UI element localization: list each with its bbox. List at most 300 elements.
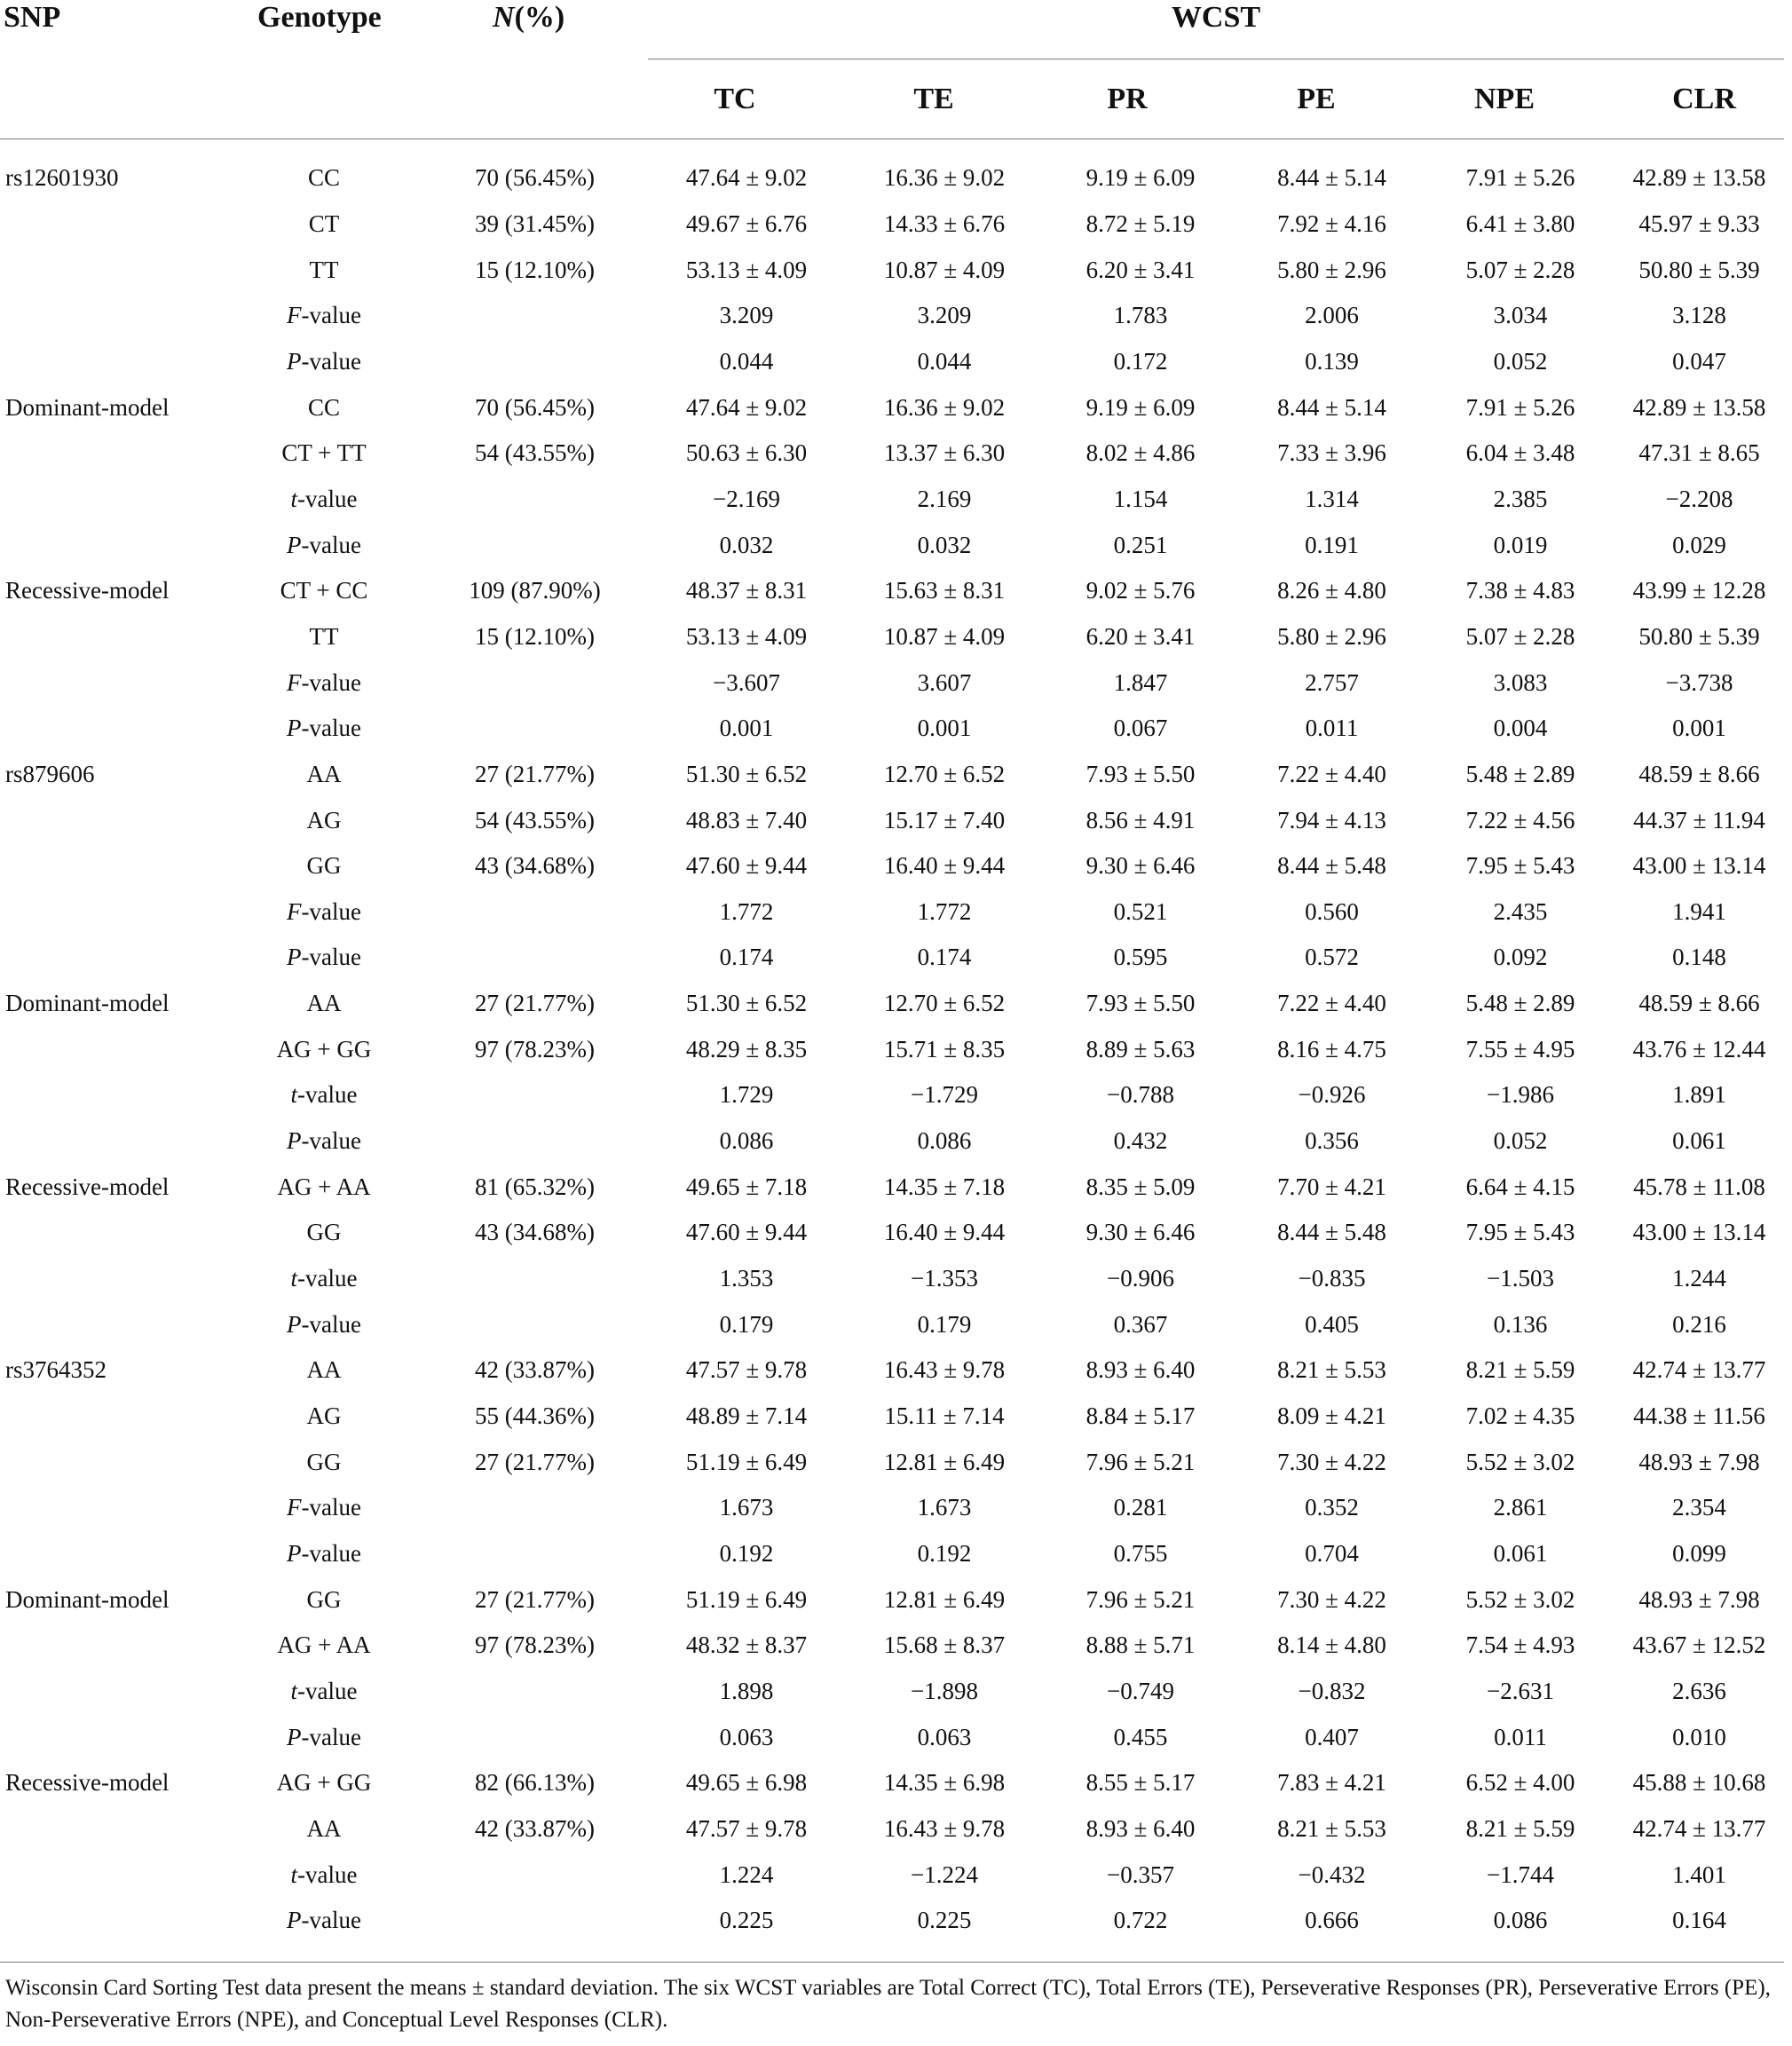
genotype-cell: CT + CC	[280, 577, 368, 604]
value-cell-pr: 0.367	[1113, 1310, 1168, 1338]
value-cell-pr: −0.749	[1107, 1677, 1174, 1704]
value-cell-tc: 47.60 ± 9.44	[685, 1219, 808, 1246]
table-row	[0, 706, 1784, 752]
value-cell-clr: 3.128	[1672, 302, 1726, 329]
header-genotype: Genotype	[257, 1, 382, 34]
value-cell-tc: 47.57 ± 9.78	[685, 1356, 808, 1384]
value-cell-clr: 48.93 ± 7.98	[1638, 1585, 1760, 1613]
table-row	[0, 1852, 1784, 1898]
table-row	[0, 384, 1784, 431]
snp-cell: rs12601930	[5, 164, 119, 192]
value-cell-pe: 5.80 ± 2.96	[1277, 622, 1386, 650]
genotype-cell: GG	[306, 1448, 342, 1475]
statistic-suffix: -value	[301, 1127, 361, 1155]
n-cell: 27 (21.77%)	[475, 760, 595, 787]
snp-cell	[0, 293, 226, 339]
snp-cell	[0, 843, 226, 889]
genotype-cell: AG	[306, 806, 342, 833]
value-cell-tc: 0.086	[719, 1127, 774, 1155]
table-row	[0, 843, 1784, 889]
value-cell-pe: 8.21 ± 5.53	[1277, 1356, 1386, 1384]
value-cell-pe: 7.94 ± 4.13	[1277, 806, 1386, 833]
snp-cell	[0, 1210, 226, 1256]
snp-cell	[0, 339, 226, 385]
snp-cell: rs3764352	[5, 1356, 107, 1384]
value-cell-npe: −1.503	[1487, 1265, 1554, 1292]
n-cell	[422, 522, 648, 568]
value-cell-pe: 7.30 ± 4.22	[1277, 1448, 1386, 1475]
value-cell-tc: 1.772	[719, 897, 774, 925]
snp-cell	[0, 1531, 226, 1577]
value-cell-pr: 0.067	[1113, 715, 1168, 742]
value-cell-clr: 0.001	[1672, 715, 1726, 742]
value-cell-clr: 43.00 ± 13.14	[1632, 1219, 1766, 1246]
statistic-suffix: -value	[301, 715, 361, 742]
statistic-suffix: -value	[301, 1723, 361, 1750]
value-cell-npe: 7.54 ± 4.93	[1465, 1631, 1575, 1659]
value-cell-te: 12.81 ± 6.49	[883, 1448, 1006, 1475]
value-cell-pr: 1.783	[1113, 302, 1168, 329]
col-header-npe: NPE	[1474, 83, 1535, 115]
genotype-cell: AA	[306, 760, 342, 787]
value-cell-pr: 8.56 ± 4.91	[1085, 806, 1196, 833]
value-cell-pe: 7.22 ± 4.40	[1277, 990, 1386, 1017]
snp-cell	[0, 706, 226, 752]
value-cell-tc: 47.57 ± 9.78	[685, 1814, 808, 1842]
value-cell-clr: 44.38 ± 11.56	[1633, 1402, 1765, 1430]
statistic-suffix: -value	[301, 1540, 361, 1568]
value-cell-te: 0.044	[917, 347, 972, 375]
n-cell	[422, 1714, 648, 1760]
value-cell-pe: 0.191	[1305, 531, 1359, 558]
value-cell-npe: 6.52 ± 4.00	[1465, 1769, 1575, 1797]
header-rule	[0, 138, 1784, 139]
value-cell-pr: 8.72 ± 5.19	[1085, 209, 1196, 237]
value-cell-pe: 7.22 ± 4.40	[1277, 760, 1386, 787]
value-cell-npe: 8.21 ± 5.59	[1465, 1356, 1575, 1384]
statistic-suffix: -value	[301, 531, 361, 558]
col-header-tc: TC	[714, 83, 756, 115]
n-cell: 54 (43.55%)	[475, 439, 595, 467]
statistic-label	[226, 1301, 422, 1347]
value-cell-te: 0.063	[917, 1723, 972, 1750]
value-cell-npe: 0.052	[1493, 347, 1548, 375]
snp-cell	[0, 1439, 226, 1485]
statistic-symbol: P	[287, 715, 302, 742]
value-cell-clr: 44.37 ± 11.94	[1633, 806, 1765, 833]
statistic-label	[226, 1669, 422, 1715]
value-cell-pr: 8.89 ± 5.63	[1085, 1035, 1196, 1062]
value-cell-pr: 9.30 ± 6.46	[1085, 852, 1196, 880]
value-cell-pe: −0.926	[1298, 1081, 1366, 1109]
value-cell-clr: 48.93 ± 7.98	[1638, 1448, 1760, 1475]
snp-cell	[0, 431, 226, 477]
snp-cell	[0, 477, 226, 523]
n-cell	[422, 889, 648, 936]
value-cell-pr: 9.02 ± 5.76	[1085, 577, 1196, 604]
statistic-label	[226, 1072, 422, 1118]
value-cell-te: −1.729	[911, 1081, 978, 1109]
value-cell-pe: 8.44 ± 5.14	[1277, 164, 1386, 192]
snp-cell	[0, 1669, 226, 1715]
value-cell-pr: 0.595	[1113, 944, 1168, 971]
value-cell-tc: 1.729	[719, 1081, 774, 1109]
statistic-suffix: -value	[301, 1494, 361, 1521]
value-cell-pr: −0.906	[1107, 1265, 1174, 1292]
value-cell-tc: −3.607	[713, 668, 780, 696]
table-row	[0, 889, 1784, 936]
value-cell-npe: 7.55 ± 4.95	[1465, 1035, 1575, 1062]
statistic-suffix: -value	[301, 302, 361, 329]
value-cell-pr: 0.281	[1113, 1494, 1168, 1521]
table-row	[0, 431, 1784, 477]
table-row	[0, 568, 1784, 614]
statistic-symbol: P	[287, 1540, 302, 1568]
statistic-suffix: -value	[297, 1265, 358, 1292]
value-cell-pe: 0.572	[1305, 944, 1359, 971]
snp-cell: Dominant-model	[5, 990, 170, 1017]
genotype-cell: AG	[306, 1402, 342, 1430]
n-cell: 27 (21.77%)	[475, 1448, 595, 1475]
table-row	[0, 1531, 1784, 1577]
value-cell-te: 0.225	[917, 1907, 972, 1934]
genotype-cell: GG	[306, 1585, 342, 1613]
value-cell-npe: 5.07 ± 2.28	[1465, 622, 1575, 650]
value-cell-tc: 47.60 ± 9.44	[685, 852, 808, 880]
value-cell-tc: 0.032	[719, 531, 774, 558]
value-cell-pr: 0.172	[1113, 347, 1168, 375]
n-cell	[422, 660, 648, 706]
value-cell-pe: 8.26 ± 4.80	[1277, 577, 1386, 604]
n-cell	[422, 1118, 648, 1165]
statistic-symbol: t	[290, 1677, 298, 1704]
snp-cell	[0, 797, 226, 843]
col-header-clr: CLR	[1672, 83, 1736, 115]
statistic-label	[226, 477, 422, 523]
value-cell-pe: 2.006	[1305, 302, 1359, 329]
table-row	[0, 293, 1784, 339]
statistic-symbol: P	[287, 1723, 302, 1750]
value-cell-clr: 42.74 ± 13.77	[1632, 1356, 1766, 1384]
value-cell-clr: 42.89 ± 13.58	[1632, 393, 1766, 421]
statistic-suffix: -value	[301, 1907, 361, 1934]
statistic-label	[226, 935, 422, 981]
value-cell-npe: 3.034	[1493, 302, 1548, 329]
n-cell: 55 (44.36%)	[475, 1402, 595, 1430]
value-cell-clr: 43.67 ± 12.52	[1632, 1631, 1766, 1659]
value-cell-te: 12.70 ± 6.52	[883, 760, 1006, 787]
value-cell-te: 16.36 ± 9.02	[883, 164, 1006, 192]
table-row	[0, 201, 1784, 248]
genotype-cell: TT	[309, 622, 339, 650]
value-cell-te: 16.36 ± 9.02	[883, 393, 1006, 421]
value-cell-pr: −0.788	[1107, 1081, 1174, 1109]
header-n	[493, 0, 564, 36]
value-cell-npe: 0.004	[1493, 715, 1548, 742]
value-cell-pr: 7.96 ± 5.21	[1085, 1585, 1196, 1613]
statistic-label	[226, 1485, 422, 1531]
table-row	[0, 1301, 1784, 1347]
value-cell-te: 15.71 ± 8.35	[883, 1035, 1006, 1062]
table-row	[0, 1669, 1784, 1715]
statistic-suffix: -value	[297, 485, 358, 512]
statistic-label	[226, 1898, 422, 1944]
value-cell-tc: 48.32 ± 8.37	[685, 1631, 808, 1659]
snp-cell	[0, 1256, 226, 1302]
value-cell-pr: 7.93 ± 5.50	[1085, 990, 1196, 1017]
value-cell-te: 16.43 ± 9.78	[883, 1814, 1006, 1842]
value-cell-pr: 8.93 ± 6.40	[1085, 1814, 1196, 1842]
snp-cell	[0, 614, 226, 660]
header-n-suffix: (%)	[514, 1, 565, 34]
statistic-symbol: P	[287, 1310, 302, 1338]
value-cell-clr: 0.010	[1672, 1723, 1726, 1750]
value-cell-npe: 6.41 ± 3.80	[1465, 209, 1575, 237]
statistic-symbol: P	[287, 1907, 302, 1934]
value-cell-tc: 49.67 ± 6.76	[685, 209, 808, 237]
value-cell-clr: 43.99 ± 12.28	[1632, 577, 1766, 604]
value-cell-npe: 7.91 ± 5.26	[1465, 393, 1575, 421]
n-cell	[422, 1852, 648, 1898]
value-cell-npe: 2.435	[1493, 897, 1548, 925]
value-cell-pr: 9.19 ± 6.09	[1085, 393, 1196, 421]
statistic-label	[226, 293, 422, 339]
value-cell-npe: −1.986	[1487, 1081, 1554, 1109]
statistic-suffix: -value	[301, 944, 361, 971]
n-cell	[422, 477, 648, 523]
table-row	[0, 660, 1784, 706]
snp-cell	[0, 1898, 226, 1944]
table-row	[0, 935, 1784, 981]
value-cell-pr: 8.84 ± 5.17	[1085, 1402, 1196, 1430]
statistic-symbol: F	[287, 668, 302, 696]
value-cell-te: 3.209	[917, 302, 972, 329]
table-row	[0, 1394, 1784, 1440]
header-snp: SNP	[4, 1, 61, 34]
value-cell-pe: 0.011	[1305, 715, 1359, 742]
value-cell-npe: 0.136	[1493, 1310, 1548, 1338]
table-row	[0, 1714, 1784, 1760]
statistic-symbol: F	[287, 302, 302, 329]
snp-cell: Dominant-model	[5, 393, 170, 421]
value-cell-te: 0.179	[917, 1310, 972, 1338]
value-cell-clr: 45.97 ± 9.33	[1638, 209, 1760, 237]
value-cell-te: 15.68 ± 8.37	[883, 1631, 1006, 1659]
value-cell-tc: 0.063	[719, 1723, 774, 1750]
value-cell-tc: 1.673	[719, 1494, 774, 1521]
snp-cell: Dominant-model	[5, 1585, 170, 1613]
value-cell-te: 14.35 ± 7.18	[883, 1173, 1006, 1200]
value-cell-pe: 0.139	[1305, 347, 1359, 375]
value-cell-npe: 7.95 ± 5.43	[1465, 852, 1575, 880]
value-cell-pe: 8.14 ± 4.80	[1277, 1631, 1386, 1659]
value-cell-te: 13.37 ± 6.30	[883, 439, 1006, 467]
col-header-pe: PE	[1297, 83, 1336, 115]
value-cell-te: −1.353	[911, 1265, 978, 1292]
value-cell-clr: 48.59 ± 8.66	[1638, 760, 1760, 787]
value-cell-tc: 53.13 ± 4.09	[685, 256, 808, 283]
snp-cell: Recessive-model	[5, 577, 170, 604]
genotype-cell: GG	[306, 1219, 342, 1246]
value-cell-npe: 2.861	[1493, 1494, 1548, 1521]
value-cell-te: 16.40 ± 9.44	[883, 1219, 1006, 1246]
value-cell-pr: 0.755	[1113, 1540, 1168, 1568]
value-cell-clr: 0.061	[1672, 1127, 1726, 1155]
statistic-suffix: -value	[297, 1677, 358, 1704]
value-cell-clr: 43.76 ± 12.44	[1632, 1035, 1766, 1062]
statistic-symbol: F	[287, 897, 302, 925]
statistic-suffix: -value	[301, 668, 361, 696]
value-cell-pr: 6.20 ± 3.41	[1085, 622, 1196, 650]
genotype-cell: CT	[308, 209, 340, 237]
value-cell-pe: 1.314	[1305, 485, 1359, 512]
value-cell-pr: 8.02 ± 4.86	[1085, 439, 1196, 467]
snp-cell	[0, 1852, 226, 1898]
value-cell-pe: 0.560	[1305, 897, 1359, 925]
value-cell-te: 12.70 ± 6.52	[883, 990, 1006, 1017]
snp-cell	[0, 522, 226, 568]
table-row	[0, 1347, 1784, 1394]
value-cell-pe: −0.835	[1298, 1265, 1366, 1292]
value-cell-pe: 8.44 ± 5.48	[1277, 852, 1386, 880]
value-cell-te: 0.001	[917, 715, 972, 742]
value-cell-te: 0.174	[917, 944, 972, 971]
value-cell-clr: 2.354	[1672, 1494, 1726, 1521]
value-cell-clr: 1.941	[1672, 897, 1726, 925]
value-cell-te: 0.086	[917, 1127, 972, 1155]
value-cell-te: 12.81 ± 6.49	[883, 1585, 1006, 1613]
value-cell-te: 3.607	[917, 668, 972, 696]
value-cell-npe: 5.07 ± 2.28	[1465, 256, 1575, 283]
value-cell-pr: 8.93 ± 6.40	[1085, 1356, 1196, 1384]
value-cell-npe: 0.061	[1493, 1540, 1548, 1568]
table-row	[0, 155, 1784, 201]
table-row	[0, 614, 1784, 660]
value-cell-clr: −2.208	[1665, 485, 1733, 512]
snp-cell	[0, 1072, 226, 1118]
value-cell-tc: 53.13 ± 4.09	[685, 622, 808, 650]
value-cell-pe: 5.80 ± 2.96	[1277, 256, 1386, 283]
value-cell-te: −1.898	[911, 1677, 978, 1704]
value-cell-tc: 0.044	[719, 347, 774, 375]
value-cell-pr: 9.19 ± 6.09	[1085, 164, 1196, 192]
n-cell	[422, 1669, 648, 1715]
statistic-label	[226, 1714, 422, 1760]
value-cell-tc: 1.898	[719, 1677, 774, 1704]
table-row	[0, 1439, 1784, 1485]
value-cell-te: 15.11 ± 7.14	[884, 1402, 1005, 1430]
n-cell: 97 (78.23%)	[475, 1035, 595, 1062]
value-cell-npe: 5.52 ± 3.02	[1465, 1448, 1575, 1475]
value-cell-te: 1.772	[917, 897, 972, 925]
statistic-suffix: -value	[301, 897, 361, 925]
value-cell-npe: 7.22 ± 4.56	[1465, 806, 1575, 833]
value-cell-clr: 48.59 ± 8.66	[1638, 990, 1760, 1017]
value-cell-pe: 7.83 ± 4.21	[1277, 1769, 1386, 1797]
genotype-cell: GG	[306, 852, 342, 880]
value-cell-pe: 0.405	[1305, 1310, 1359, 1338]
value-cell-tc: 51.30 ± 6.52	[685, 990, 808, 1017]
n-cell: 54 (43.55%)	[475, 806, 595, 833]
table-row	[0, 752, 1784, 798]
table-row	[0, 1576, 1784, 1623]
genotype-cell: AA	[306, 990, 342, 1017]
value-cell-tc: 48.29 ± 8.35	[685, 1035, 808, 1062]
n-cell: 15 (12.10%)	[475, 256, 595, 283]
statistic-symbol: F	[287, 1494, 302, 1521]
value-cell-pr: 0.722	[1113, 1907, 1168, 1934]
value-cell-npe: 0.092	[1493, 944, 1548, 971]
n-cell	[422, 935, 648, 981]
value-cell-tc: 50.63 ± 6.30	[685, 439, 808, 467]
table-row	[0, 1485, 1784, 1531]
table-row	[0, 1898, 1784, 1944]
genotype-cell: CT + TT	[281, 439, 367, 467]
value-cell-pe: 7.30 ± 4.22	[1277, 1585, 1386, 1613]
statistic-suffix: -value	[297, 1860, 358, 1888]
value-cell-tc: 51.30 ± 6.52	[685, 760, 808, 787]
value-cell-pr: 7.93 ± 5.50	[1085, 760, 1196, 787]
value-cell-pr: 9.30 ± 6.46	[1085, 1219, 1196, 1246]
value-cell-tc: 49.65 ± 6.98	[685, 1769, 808, 1797]
genotype-cell: AG + GG	[276, 1035, 372, 1062]
table-row	[0, 1256, 1784, 1302]
n-cell	[422, 1256, 648, 1302]
value-cell-pe: 8.21 ± 5.53	[1277, 1814, 1386, 1842]
genotype-cell: AA	[306, 1814, 342, 1842]
value-cell-tc: 0.179	[719, 1310, 774, 1338]
value-cell-tc: 0.192	[719, 1540, 774, 1568]
genotype-cell: CC	[307, 393, 341, 421]
n-cell: 15 (12.10%)	[475, 622, 595, 650]
table-row	[0, 522, 1784, 568]
value-cell-te: 0.032	[917, 531, 972, 558]
value-cell-npe: 5.48 ± 2.89	[1465, 990, 1575, 1017]
value-cell-npe: 5.48 ± 2.89	[1465, 760, 1575, 787]
n-cell: 97 (78.23%)	[475, 1631, 595, 1659]
table-body	[0, 155, 1784, 1944]
value-cell-pr: −0.357	[1107, 1860, 1174, 1888]
footer-rule	[0, 1962, 1784, 1963]
value-cell-tc: 47.64 ± 9.02	[685, 164, 808, 192]
statistic-suffix: -value	[297, 1081, 358, 1109]
value-cell-tc: 48.83 ± 7.40	[685, 806, 808, 833]
statistic-symbol: P	[287, 1127, 302, 1155]
value-cell-npe: 7.95 ± 5.43	[1465, 1219, 1575, 1246]
value-cell-te: 1.673	[917, 1494, 972, 1521]
value-cell-clr: 50.80 ± 5.39	[1638, 622, 1760, 650]
value-cell-pr: 8.55 ± 5.17	[1085, 1769, 1196, 1797]
value-cell-tc: 0.225	[719, 1907, 774, 1934]
table-row	[0, 1164, 1784, 1210]
n-cell: 39 (31.45%)	[475, 209, 595, 237]
value-cell-clr: 0.148	[1672, 944, 1726, 971]
value-cell-clr: 47.31 ± 8.65	[1638, 439, 1760, 467]
table-row	[0, 1623, 1784, 1669]
snp-cell	[0, 1394, 226, 1440]
data-table	[0, 155, 1784, 1944]
col-header-te: TE	[913, 83, 954, 115]
value-cell-tc: 51.19 ± 6.49	[685, 1448, 808, 1475]
table-row	[0, 1210, 1784, 1256]
value-cell-te: 15.17 ± 7.40	[883, 806, 1006, 833]
value-cell-tc: 48.37 ± 8.31	[685, 577, 808, 604]
value-cell-te: 10.87 ± 4.09	[883, 256, 1006, 283]
col-header-pr: PR	[1107, 83, 1148, 115]
value-cell-clr: 45.88 ± 10.68	[1632, 1769, 1766, 1797]
value-cell-pr: 8.35 ± 5.09	[1085, 1173, 1196, 1200]
table-row	[0, 247, 1784, 293]
